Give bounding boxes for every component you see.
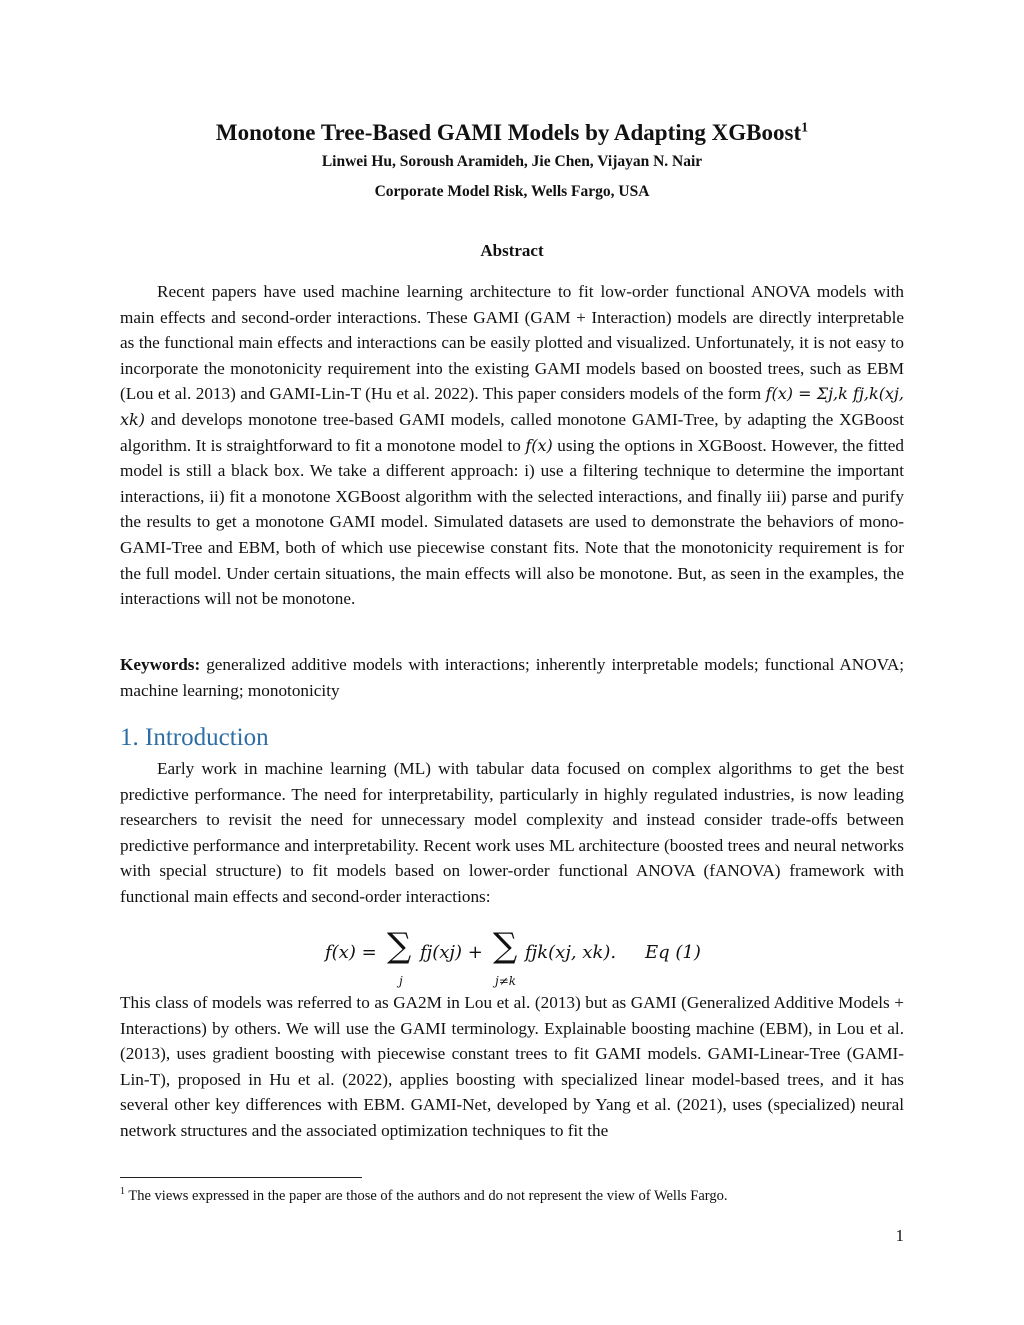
affiliation: Corporate Model Risk, Wells Fargo, USA bbox=[374, 183, 650, 200]
equation-label: Eq (1) bbox=[645, 942, 701, 963]
page-number: 1 bbox=[895, 1226, 904, 1245]
equation-term-2: fjk(xj, xk). bbox=[525, 942, 617, 963]
abstract-text: Recent papers have used machine learning architecture to fit low-order functional ANOVA models with main effects and second-order interactions. These GAMI (GAM + Interaction) models are directly interpretable as the functional main effects and interactions can be easily plotted and visualized. Unfortunately, it is not easy to incorporate the monotonicity requirement into the existing GAMI models based on boosted trees, such as EBM (Lou et al. 2013) and GAMI-Lin-T (Hu et al. 2022). This paper considers models of the form f(x) = Σj,k fj,k(xj, xk) and develops monotone tree-based GAMI models, called monotone GAMI-Tree, by adapting the XGBoost algorithm. It is straightforward to fit a monotone model to f(x) using the options in XGBoost. However, the fitted model is still a black box. We take a different approach: i) use a filtering technique to determine the important interactions, ii) fit a monotone XGBoost algorithm with the selected interactions, and finally iii) parse and purify the results to get a monotone GAMI model. Simulated datasets are used to demonstrate the behaviors of mono-GAMI-Tree and EBM, both of which use piecewise constant fits. Note that the monotonicity requirement is for the full model. Under certain situations, the main effects will also be monotone. But, as seen in the examples, the interactions will not be monotone. bbox=[120, 282, 905, 609]
equation-1 bbox=[325, 926, 725, 992]
sum-symbol: ∑ bbox=[493, 926, 518, 966]
abstract-formula-2: f(x) bbox=[525, 435, 553, 455]
sum-index-2: j≠k bbox=[495, 974, 517, 988]
footnote: $^1$ The views expressed in the paper are those of the authors and do not represent the view of Wells Fargo. bbox=[120, 1186, 728, 1204]
keywords: Keywords: generalized additive models with interactions; inherently interpretable models; functional ANOVA; machine learning; monotonicity bbox=[120, 655, 905, 700]
abstract-heading: Abstract bbox=[480, 241, 544, 260]
intro-paragraph-2: This class of models was referred to as GA2M in Lou et al. (2013) but as GAMI (Generalized Additive Models + Interactions) by others. We will use the GAMI terminology. Explainable boosting machine (EBM), in Lou et al. (2013), uses gradient boosting with piecewise constant trees to fit GAMI models. GAMI-Linear-Tree (GAMI-Lin-T), proposed in Hu et al. (2022), applies boosting with specialized linear model-based trees, and it has several other key differences with EBM. GAMI-Net, developed by Yang et al. (2021), uses (specialized) neural network structures and the associated optimization techniques to fit the bbox=[120, 993, 904, 1140]
equation-lhs: f(x) = bbox=[325, 942, 377, 963]
sum-symbol: ∑ bbox=[387, 926, 412, 966]
equation-term-1: fj(xj) + bbox=[420, 942, 483, 963]
footnote-divider bbox=[120, 1177, 362, 1178]
abstract-formula-1: f(x) = Σj,k fj,k(xj, xk) bbox=[120, 384, 905, 429]
author-list: Linwei Hu, Soroush Aramideh, Jie Chen, Vijayan N. Nair bbox=[321, 153, 703, 170]
title-footnote-mark: 1 bbox=[801, 120, 809, 136]
keywords-label: Keywords: bbox=[120, 655, 201, 674]
intro-paragraph-1: Early work in machine learning (ML) with tabular data focused on complex algorithms to get the best predictive performance. The need for interpretability, particularly in highly regulated industries, is now leading researchers to revisit the need for unnecessary model complexity and instead consider trade-offs between predictive performance and interpretability. Recent work uses ML architecture (boosted trees and neural networks with special structure) to fit models based on lower-order functional ANOVA (fANOVA) framework with functional main effects and second-order interactions: bbox=[120, 759, 904, 906]
section-heading-introduction: 1. Introduction bbox=[120, 724, 269, 751]
paper-title: Monotone Tree-Based GAMI Models by Adapting XGBoost$^1$ bbox=[215, 120, 809, 145]
sum-index-1: j bbox=[399, 974, 403, 988]
